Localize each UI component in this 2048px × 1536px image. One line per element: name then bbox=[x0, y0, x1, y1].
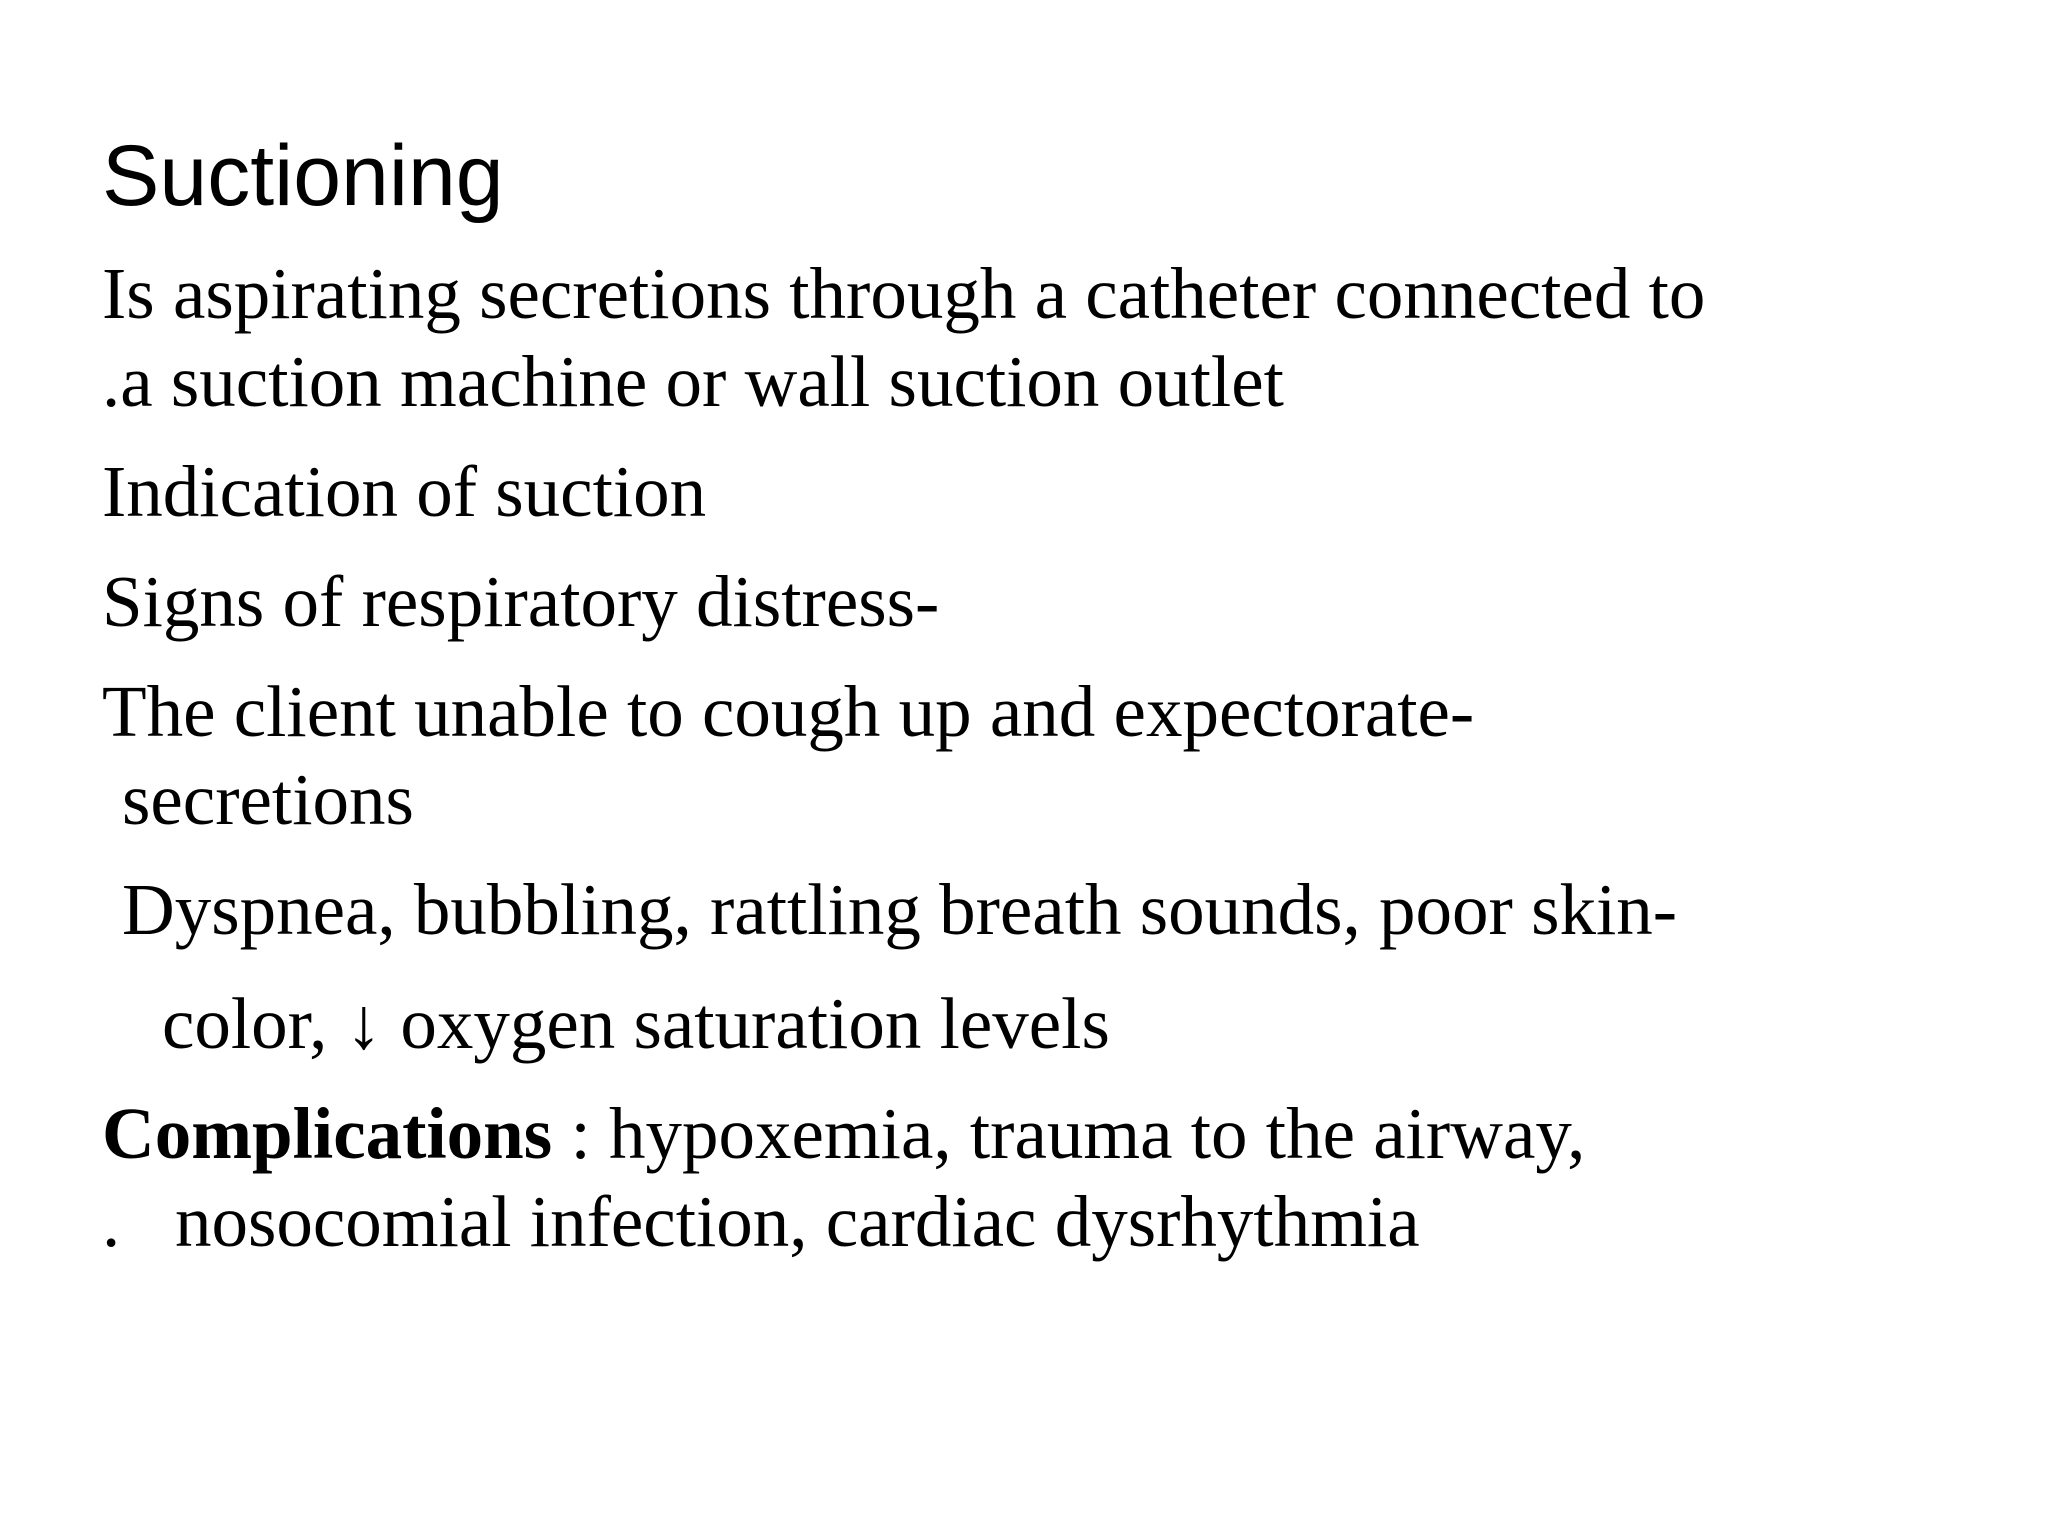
indication-item-dyspnea-line-2: color, ↓ oxygen saturation levels bbox=[162, 983, 1110, 1064]
complications-label: Complications bbox=[102, 1093, 553, 1174]
slide-body bbox=[102, 250, 1982, 1266]
indication-item-cough-line-2: secretions bbox=[122, 759, 414, 840]
slide-title: Suctioning bbox=[102, 128, 504, 224]
indication-item-dyspnea-line-1: Dyspnea, bubbling, rattling breath sounds, poor skin- bbox=[122, 869, 1678, 950]
indication-item-cough-line-1: The client unable to cough up and expectorate- bbox=[102, 671, 1475, 752]
complications-line-2: . nosocomial infection, cardiac dysrhythmia bbox=[102, 1181, 1420, 1262]
definition-line-2: .a suction machine or wall suction outlet bbox=[102, 341, 1284, 422]
indication-item-respiratory-distress: Signs of respiratory distress- bbox=[102, 561, 940, 642]
complications-line-1 bbox=[102, 1090, 1982, 1178]
definition-line-1: Is aspirating secretions through a catheter connected to bbox=[102, 253, 1706, 334]
complications-text-1: : hypoxemia, trauma to the airway, bbox=[552, 1093, 1586, 1174]
indication-heading: Indication of suction bbox=[102, 451, 707, 532]
